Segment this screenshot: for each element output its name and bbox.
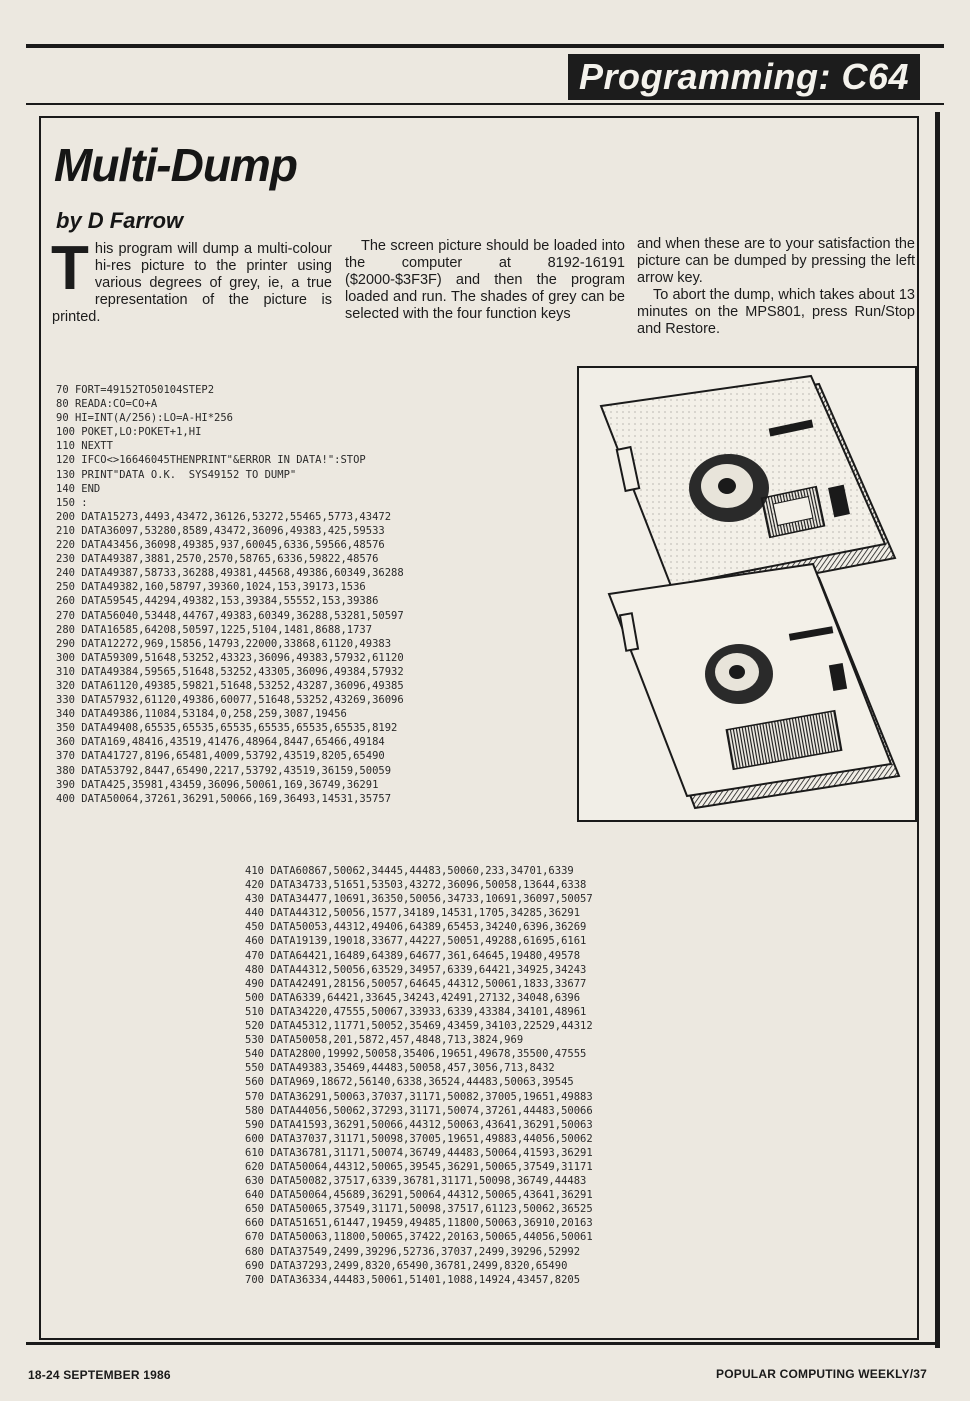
listing-line: 470 DATA64421,16489,64389,64677,361,64645,19480,49578 bbox=[245, 949, 581, 962]
top-rule bbox=[26, 44, 944, 48]
section-banner: Programming: C64 bbox=[568, 54, 920, 100]
listing-line: 230 DATA49387,3881,2570,2570,58765,6336,59822,48576 bbox=[56, 553, 379, 566]
footer-publication: POPULAR COMPUTING WEEKLY/37 bbox=[716, 1367, 927, 1381]
listing-line: 550 DATA49383,35469,44483,50058,457,3056,713,8432 bbox=[245, 1062, 555, 1075]
listing-line: 150 : bbox=[56, 496, 88, 509]
listing-line: 670 DATA50063,11800,50065,37422,20163,50065,44056,50061 bbox=[245, 1231, 593, 1244]
listing-line: 490 DATA42491,28156,50057,64645,44312,50061,1833,33677 bbox=[245, 977, 587, 990]
listing-line: 270 DATA56040,53448,44767,49383,60349,36288,53281,50597 bbox=[56, 609, 404, 622]
listing-line: 340 DATA49386,11084,53184,0,258,259,3087,19456 bbox=[56, 708, 347, 721]
listing-line: 600 DATA37037,31171,50098,37005,19651,49883,44056,50062 bbox=[245, 1132, 593, 1145]
drop-cap: T bbox=[51, 234, 89, 303]
footer-date: 18-24 SEPTEMBER 1986 bbox=[28, 1368, 171, 1382]
listing-line: 210 DATA36097,53280,8589,43472,36096,49383,425,59533 bbox=[56, 524, 385, 537]
listing-line: 290 DATA12272,969,15856,14793,22000,33868,61120,49383 bbox=[56, 637, 392, 650]
listing-line: 660 DATA51651,61447,19459,49485,11800,50063,36910,20163 bbox=[245, 1217, 593, 1230]
frame-shadow-right bbox=[935, 112, 940, 1348]
listing-line: 70 FORT=49152TO50104STEP2 bbox=[56, 384, 215, 396]
listing-line: 530 DATA50058,201,5872,457,4848,713,3824,969 bbox=[245, 1034, 524, 1047]
listing-line: 200 DATA15273,4493,43472,36126,53272,55465,5773,43472 bbox=[56, 510, 392, 523]
listing-line: 300 DATA59309,51648,53252,43323,36096,49383,57932,61120 bbox=[56, 651, 404, 664]
listing-line: 370 DATA41727,8196,65481,4009,53792,43519,8205,65490 bbox=[56, 750, 385, 763]
frame-shadow-bottom bbox=[26, 1342, 940, 1345]
listing-line: 250 DATA49382,160,58797,39360,1024,153,39173,1536 bbox=[56, 581, 366, 594]
listing-line: 700 DATA36334,44483,50061,51401,1088,14924,43457,8205 bbox=[245, 1273, 581, 1286]
listing-line: 430 DATA34477,10691,36350,50056,34733,10691,36097,50057 bbox=[245, 893, 593, 906]
intro-text-2: The screen picture should be loaded into the computer at 8192-16191 ($2000-$3F3F) and then the program loaded and run. The shades of grey can be selected with the four function keys bbox=[345, 238, 625, 322]
listing-line: 220 DATA43456,36098,49385,937,60045,6336,59566,48576 bbox=[56, 539, 385, 552]
listing-line: 640 DATA50064,45689,36291,50064,44312,50065,43641,36291 bbox=[245, 1189, 593, 1202]
listing-line: 540 DATA2800,19992,50058,35406,19651,49678,35500,47555 bbox=[245, 1048, 587, 1061]
listing-line: 90 HI=INT(A/256):LO=A-HI*256 bbox=[56, 412, 234, 425]
listing-line: 630 DATA50082,37517,6339,36781,31171,50098,36749,44483 bbox=[245, 1175, 587, 1188]
listing-line: 420 DATA34733,51651,53503,43272,36096,50058,13644,6338 bbox=[245, 879, 587, 892]
listing-line: 590 DATA41593,36291,50066,44312,50063,43641,36291,50063 bbox=[245, 1118, 593, 1131]
listing-line: 570 DATA36291,50063,37037,31171,50082,37005,19651,49883 bbox=[245, 1090, 593, 1103]
bottom-disk bbox=[609, 564, 899, 808]
listing-line: 240 DATA49387,58733,36288,49381,44568,49386,60349,36288 bbox=[56, 567, 404, 580]
listing-line: 310 DATA49384,59565,51648,53252,43305,36096,49384,57932 bbox=[56, 665, 404, 678]
listing-line: 410 DATA60867,50062,34445,44483,50060,233,34701,6339 bbox=[245, 865, 574, 877]
intro-text-1: his program will dump a multi-colour hi-res picture to the printer using various degrees of grey, ie, a true representation of the picture is printed. bbox=[52, 241, 332, 325]
listing-line: 80 READA:CO=CO+A bbox=[56, 398, 158, 411]
intro-text-3b: To abort the dump, which takes about 13 minutes on the MPS801, press Run/Stop and Restore. bbox=[637, 287, 915, 337]
intro-column-3 bbox=[637, 236, 915, 338]
listing-line: 620 DATA50064,44312,50065,39545,36291,50065,37549,31171 bbox=[245, 1160, 593, 1173]
listing-line: 280 DATA16585,64208,50597,1225,5104,1481,8688,1737 bbox=[56, 623, 373, 636]
listing-line: 460 DATA19139,19018,33677,44227,50051,49288,61695,6161 bbox=[245, 935, 587, 948]
listing-line: 500 DATA6339,64421,33645,34243,42491,27132,34048,6396 bbox=[245, 991, 581, 1004]
header-rule bbox=[26, 103, 944, 105]
listing-line: 120 IFCO<>16646045THENPRINT"&ERROR IN DATA!":STOP bbox=[56, 454, 366, 467]
listing-line: 480 DATA44312,50056,63529,34957,6339,64421,34925,34243 bbox=[245, 963, 587, 976]
listing-line: 330 DATA57932,61120,49386,60077,51648,53252,43269,36096 bbox=[56, 694, 404, 707]
listing-line: 130 PRINT"DATA O.K. SYS49152 TO DUMP" bbox=[56, 468, 297, 481]
listing-line: 450 DATA50053,44312,49406,64389,65453,34240,6396,36269 bbox=[245, 921, 587, 934]
listing-line: 560 DATA969,18672,56140,6338,36524,44483,50063,39545 bbox=[245, 1076, 574, 1089]
intro-column-1 bbox=[51, 234, 332, 326]
listing-line: 380 DATA53792,8447,65490,2217,53792,43519,36159,50059 bbox=[56, 764, 392, 777]
intro-text-3a: and when these are to your satisfaction the picture can be dumped by pressing the left arrow key. bbox=[637, 236, 915, 286]
listing-line: 110 NEXTT bbox=[56, 440, 113, 453]
listing-line: 100 POKET,LO:POKET+1,HI bbox=[56, 426, 202, 439]
listing-line: 610 DATA36781,31171,50074,36749,44483,50064,41593,36291 bbox=[245, 1146, 593, 1159]
listing-line: 350 DATA49408,65535,65535,65535,65535,65535,65535,8192 bbox=[56, 722, 398, 735]
listing-line: 140 END bbox=[56, 482, 101, 495]
program-listing-part1 bbox=[56, 383, 404, 806]
listing-line: 360 DATA169,48416,43519,41476,48964,8447,65466,49184 bbox=[56, 736, 385, 749]
top-disk bbox=[601, 376, 895, 600]
listing-line: 260 DATA59545,44294,49382,153,39384,55552,153,39386 bbox=[56, 595, 379, 608]
listing-line: 400 DATA50064,37261,36291,50066,169,36493,14531,35757 bbox=[56, 792, 392, 805]
listing-line: 580 DATA44056,50062,37293,31171,50074,37261,44483,50066 bbox=[245, 1104, 593, 1117]
article-byline: by D Farrow bbox=[56, 208, 184, 233]
listing-line: 320 DATA61120,49385,59821,51648,53252,43287,36096,49385 bbox=[56, 679, 404, 692]
floppy-disks-drawing bbox=[579, 368, 915, 820]
article-title: Multi-Dump bbox=[54, 139, 297, 191]
disk-illustration bbox=[577, 366, 917, 822]
intro-column-2 bbox=[345, 238, 625, 323]
listing-line: 440 DATA44312,50056,1577,34189,14531,1705,34285,36291 bbox=[245, 907, 581, 920]
listing-line: 390 DATA425,35981,43459,36096,50061,169,36749,36291 bbox=[56, 778, 379, 791]
listing-line: 650 DATA50065,37549,31171,50098,37517,61123,50062,36525 bbox=[245, 1203, 593, 1216]
listing-line: 510 DATA34220,47555,50067,33933,6339,43384,34101,48961 bbox=[245, 1005, 587, 1018]
program-listing-part2 bbox=[245, 864, 593, 1287]
listing-line: 690 DATA37293,2499,8320,65490,36781,2499,8320,65490 bbox=[245, 1259, 568, 1272]
listing-line: 680 DATA37549,2499,39296,52736,37037,2499,39296,52992 bbox=[245, 1245, 581, 1258]
listing-line: 520 DATA45312,11771,50052,35469,43459,34103,22529,44312 bbox=[245, 1020, 593, 1033]
